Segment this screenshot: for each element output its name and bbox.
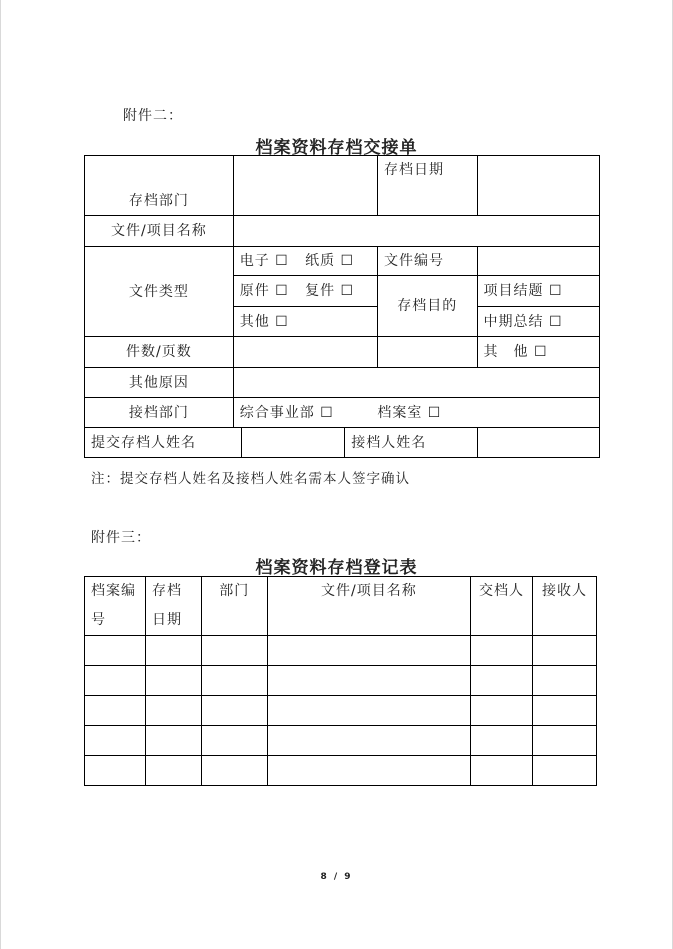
header-receiver: 接收人 xyxy=(533,577,597,636)
file-name-field[interactable] xyxy=(233,216,599,247)
registration-table xyxy=(84,576,597,786)
file-no-label: 文件编号 xyxy=(378,247,478,276)
date-label: 存档日期 xyxy=(378,156,478,216)
archive-room-checkbox[interactable]: 档案室 ☐ xyxy=(377,404,442,421)
submitter-field[interactable] xyxy=(242,428,345,458)
attachment2-title: 档案资料存档交接单 xyxy=(255,138,418,158)
purpose-other-checkbox[interactable]: 其 他 ☐ xyxy=(477,337,600,368)
table-row xyxy=(85,726,597,756)
dept-label: 存档部门 xyxy=(85,156,234,216)
table-row xyxy=(85,636,597,666)
attachment2-label: 附件二： xyxy=(123,108,183,124)
purpose-end-checkbox[interactable]: 项目结题 ☐ xyxy=(477,276,600,307)
original-checkbox[interactable]: 原件 ☐ xyxy=(239,283,289,299)
table-row xyxy=(85,666,597,696)
header-file-name: 文件/项目名称 xyxy=(267,577,470,636)
file-type-row2 xyxy=(233,276,377,307)
table-row xyxy=(85,696,597,726)
receive-dept-options xyxy=(233,398,599,428)
file-type-row1 xyxy=(233,247,377,276)
dept-field[interactable] xyxy=(233,156,377,216)
header-department: 部门 xyxy=(201,577,267,636)
handover-form-table xyxy=(84,155,600,458)
count-field[interactable] xyxy=(233,337,377,368)
count-extra-field[interactable] xyxy=(378,337,478,368)
attachment3-label: 附件三： xyxy=(91,530,151,546)
file-type-label: 文件类型 xyxy=(85,247,234,337)
electronic-checkbox[interactable]: 电子 ☐ xyxy=(239,253,289,269)
header-submitter: 交档人 xyxy=(471,577,533,636)
header-archive-no: 档案编 号 xyxy=(85,577,146,636)
file-name-label: 文件/项目名称 xyxy=(85,216,234,247)
paper-checkbox[interactable]: 纸质 ☐ xyxy=(305,253,355,269)
copy-checkbox[interactable]: 复件 ☐ xyxy=(305,283,355,299)
receiver-label: 接档人姓名 xyxy=(345,428,477,458)
submitter-label: 提交存档人姓名 xyxy=(85,428,242,458)
purpose-mid-checkbox[interactable]: 中期总结 ☐ xyxy=(477,307,600,337)
receiver-field[interactable] xyxy=(477,428,600,458)
purpose-label: 存档目的 xyxy=(378,276,478,337)
reason-field[interactable] xyxy=(233,368,599,398)
signature-note: 注：提交存档人姓名及接档人姓名需本人签字确认 xyxy=(91,471,410,487)
registration-header-row xyxy=(85,577,597,636)
page-number: 8 / 9 xyxy=(320,872,353,882)
header-archive-date: 存档 日期 xyxy=(145,577,201,636)
date-field[interactable] xyxy=(477,156,600,216)
attachment3-title: 档案资料存档登记表 xyxy=(255,558,418,578)
file-no-field[interactable] xyxy=(477,247,600,276)
reason-label: 其他原因 xyxy=(85,368,234,398)
general-dept-checkbox[interactable]: 综合事业部 ☐ xyxy=(239,404,334,421)
other-type-checkbox[interactable]: 其他 ☐ xyxy=(233,307,377,337)
count-label: 件数/页数 xyxy=(85,337,234,368)
table-row xyxy=(85,756,597,786)
receive-dept-label: 接档部门 xyxy=(85,398,234,428)
